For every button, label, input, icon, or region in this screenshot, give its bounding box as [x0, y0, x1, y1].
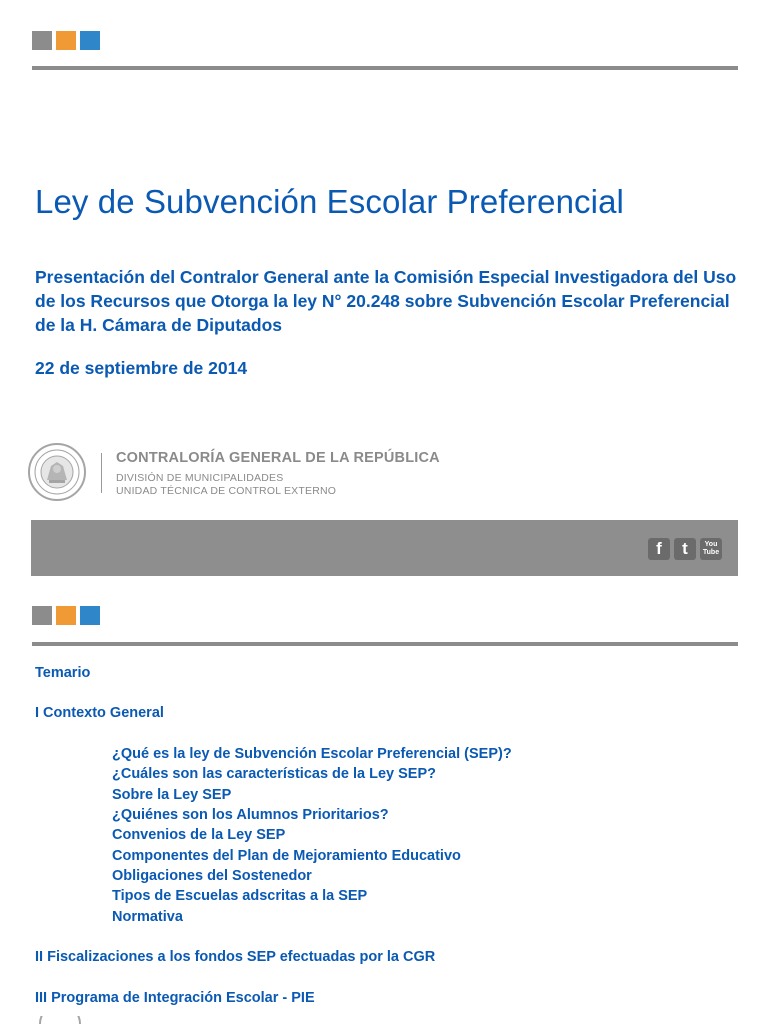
twitter-icon[interactable] — [674, 538, 696, 560]
toc-heading: Temario — [35, 665, 91, 681]
org-division: DIVISIÓN DE MUNICIPALIDADES — [116, 472, 284, 484]
toc-item: Sobre la Ley SEP — [112, 787, 232, 803]
seal-partial-logo — [38, 1016, 82, 1024]
slide-date: 22 de septiembre de 2014 — [35, 358, 248, 378]
contraloria-seal-logo — [25, 442, 89, 502]
blue-square — [80, 606, 100, 625]
toc-section-3: III Programa de Integración Escolar - PIE — [35, 990, 315, 1006]
gray-square — [32, 606, 52, 625]
toc-item: Tipos de Escuelas adscritas a la SEP — [112, 888, 368, 904]
toc-item: ¿Qué es la ley de Subvención Escolar Preferencial (SEP)? — [112, 746, 512, 762]
logo-divider — [101, 453, 102, 493]
toc-item: Convenios de la Ley SEP — [112, 827, 286, 843]
youtube-icon[interactable] — [700, 538, 722, 560]
twitter-glyph: t — [682, 539, 688, 558]
toc-item: Normativa — [112, 909, 183, 925]
footer-bar — [31, 520, 738, 576]
facebook-icon[interactable] — [648, 538, 670, 560]
facebook-glyph: f — [656, 539, 662, 558]
org-unit: UNIDAD TÉCNICA DE CONTROL EXTERNO — [116, 485, 337, 497]
youtube-glyph-bottom: Tube — [702, 549, 720, 556]
toc-item: ¿Quiénes son los Alumnos Prioritarios? — [112, 807, 389, 823]
brand-squares — [32, 31, 100, 50]
toc-item: Obligaciones del Sostenedor — [112, 868, 312, 884]
gray-square — [32, 31, 52, 50]
orange-square — [56, 31, 76, 50]
toc-section-1: I Contexto General — [35, 705, 164, 721]
slide-subtitle: Presentación del Contralor General ante la Comisión Especial Investigadora del Uso de los Recursos que Otorga la ley N° 20.248 sobre Subvención Escolar Preferencial de la H. Cámara de Diputados — [35, 267, 737, 335]
header-divider-2 — [32, 642, 738, 646]
toc-item: Componentes del Plan de Mejoramiento Educativo — [112, 848, 461, 864]
org-name: CONTRALORÍA GENERAL DE LA REPÚBLICA — [116, 450, 440, 466]
header-divider — [32, 66, 738, 70]
blue-square — [80, 31, 100, 50]
orange-square — [56, 606, 76, 625]
youtube-glyph-top: You — [704, 541, 718, 548]
toc-section-2: II Fiscalizaciones a los fondos SEP efectuadas por la CGR — [35, 949, 436, 965]
slide-title: Ley de Subvención Escolar Preferencial — [35, 183, 624, 220]
toc-item: ¿Cuáles son las características de la Ley SEP? — [112, 766, 436, 782]
brand-squares-2 — [32, 606, 100, 625]
